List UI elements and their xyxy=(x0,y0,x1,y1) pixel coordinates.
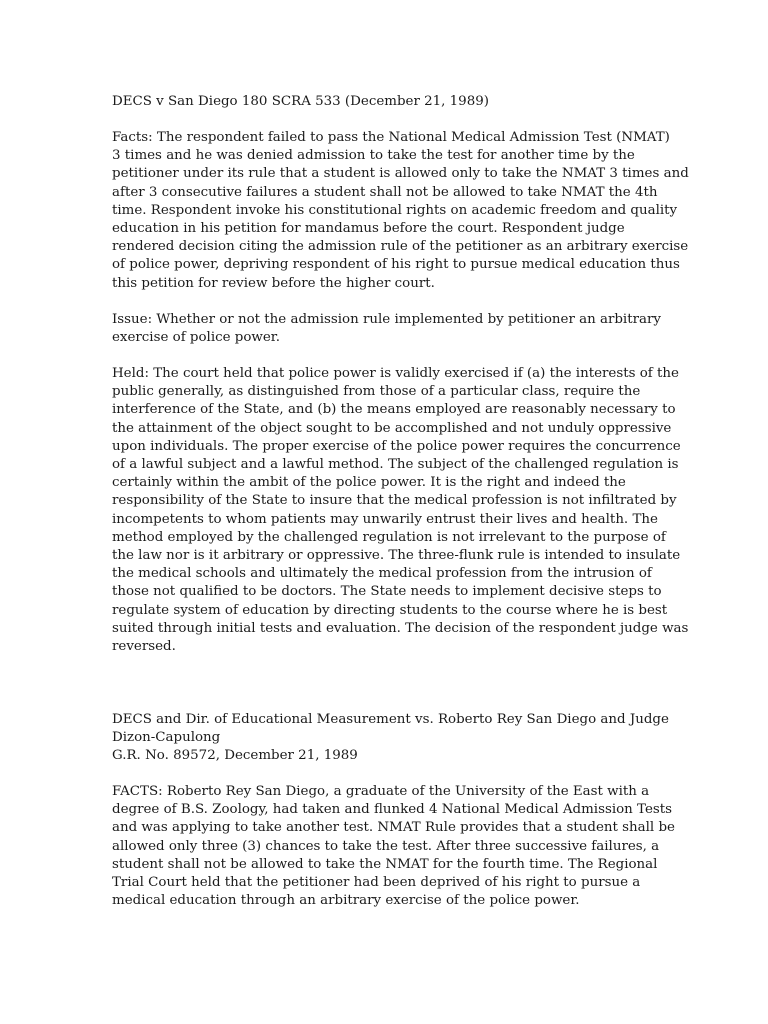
case2-facts-paragraph xyxy=(112,783,675,910)
case1-issue-paragraph xyxy=(112,311,672,347)
text-line: education in his petition for mandamus before the court. Respondent judge xyxy=(112,221,625,237)
text-line: 3 times and he was denied admission to take the test for another time by the xyxy=(112,148,635,164)
text-line: of police power, depriving respondent of his right to pursue medical education thus xyxy=(112,257,680,273)
text-line: those not qualified to be doctors. The State needs to implement decisive steps to xyxy=(112,584,662,600)
case1-title-line: DECS v San Diego 180 SCRA 533 (December 21, 1989) xyxy=(112,94,489,109)
text-line: medical education through an arbitrary exercise of the police power. xyxy=(112,893,580,909)
text-line: of a lawful subject and a lawful method. The subject of the challenged regulation is xyxy=(112,457,679,473)
text-line: allowed only three (3) chances to take the test. After three successive failures, a xyxy=(112,838,660,854)
text-line: student shall not be allowed to take the NMAT for the fourth time. The Regional xyxy=(112,856,658,872)
text-line: after 3 consecutive failures a student shall not be allowed to take NMAT the 4th xyxy=(112,184,658,200)
text-line: regulate system of education by directing students to the course where he is best xyxy=(112,602,668,618)
case2-heading-line: Dizon-Capulong xyxy=(112,730,221,746)
text-line: public generally, as distinguished from those of a particular class, require the xyxy=(112,384,641,400)
text-line: the attainment of the object sought to be accomplished and not unduly oppressive xyxy=(112,420,672,436)
text-line: FACTS: Roberto Rey San Diego, a graduate of the University of the East with a xyxy=(112,784,650,799)
case2-heading xyxy=(112,711,672,766)
text-line: interference of the State, and (b) the means employed are reasonably necessary to xyxy=(112,402,676,418)
case1-title xyxy=(112,93,672,111)
text-line: upon individuals. The proper exercise of the police power requires the concurrence xyxy=(112,438,681,454)
text-line: incompetents to whom patients may unwarily entrust their lives and health. The xyxy=(112,511,658,527)
text-line: the medical schools and ultimately the medical profession from the intrusion of xyxy=(112,566,652,582)
text-line: method employed by the challenged regulation is not irrelevant to the purpose of xyxy=(112,529,666,545)
case1-held-paragraph xyxy=(112,365,689,656)
text-line: Facts: The respondent failed to pass the National Medical Admission Test (NMAT) xyxy=(112,130,670,145)
case2-heading-line: DECS and Dir. of Educational Measurement vs. Roberto Rey San Diego and Judge xyxy=(112,712,669,727)
text-line: degree of B.S. Zoology, had taken and flunked 4 National Medical Admission Tests xyxy=(112,802,672,818)
text-line: exercise of police power. xyxy=(112,330,280,346)
text-line: Issue: Whether or not the admission rule implemented by petitioner an arbitrary xyxy=(112,312,661,327)
text-line: the law nor is it arbitrary or oppressive. The three-flunk rule is intended to insulate xyxy=(112,548,681,564)
text-line: and was applying to take another test. NMAT Rule provides that a student shall be xyxy=(112,820,675,836)
text-line: time. Respondent invoke his constitutional rights on academic freedom and quality xyxy=(112,202,678,218)
text-line: Trial Court held that the petitioner had been deprived of his right to pursue a xyxy=(112,875,641,891)
text-line: certainly within the ambit of the police power. It is the right and indeed the xyxy=(112,475,626,491)
case2-citation: G.R. No. 89572, December 21, 1989 xyxy=(112,748,358,764)
text-line: petitioner under its rule that a student is allowed only to take the NMAT 3 times and xyxy=(112,166,689,182)
text-line: reversed. xyxy=(112,639,176,655)
text-line: this petition for review before the higher court. xyxy=(112,275,435,291)
text-line: responsibility of the State to insure that the medical profession is not infiltrated by xyxy=(112,493,677,509)
text-line: Held: The court held that police power is validly exercised if (a) the interests of the xyxy=(112,366,679,381)
text-line: suited through initial tests and evaluation. The decision of the respondent judge was xyxy=(112,620,689,636)
text-line: rendered decision citing the admission rule of the petitioner as an arbitrary exercise xyxy=(112,239,689,255)
case1-facts-paragraph xyxy=(112,129,689,293)
